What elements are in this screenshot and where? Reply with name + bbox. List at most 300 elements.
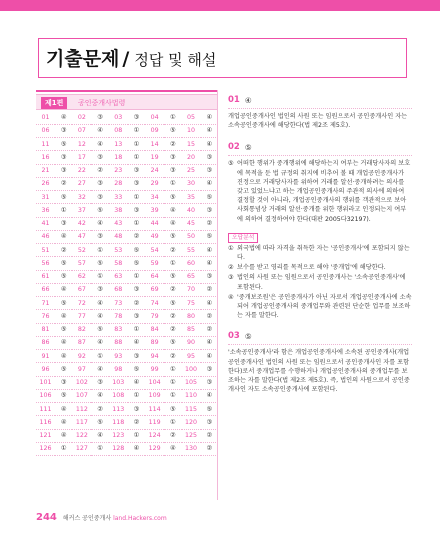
q02-item [228, 293, 412, 321]
page-number: 244 [36, 512, 57, 523]
answer-row [36, 416, 218, 429]
question-number: 28 [109, 177, 128, 190]
question-number: 72 [72, 297, 91, 310]
q01-text: 개업공인중개사인 법인의 사원 또는 임원으로서 공인중개사인 자는 소속공인중개사에 해당한다(법 제2조 제5호). [228, 113, 408, 130]
question-number: 15 [182, 138, 201, 151]
answer-choice: ① [91, 350, 108, 363]
answer-choice: ② [128, 416, 145, 429]
q02-item [228, 273, 412, 291]
question-number: 94 [145, 350, 164, 363]
question-number: 16 [36, 151, 55, 164]
column-divider [217, 90, 218, 500]
answer-table-top-rule [36, 90, 218, 92]
answer-choice: ① [164, 416, 181, 429]
answer-row [36, 244, 218, 257]
question-number: 67 [72, 283, 91, 296]
answer-choice: ② [55, 177, 72, 190]
question-number: 35 [182, 191, 201, 204]
question-number: 65 [182, 270, 201, 283]
answer-choice: ③ [55, 164, 72, 177]
question-number: 37 [72, 204, 91, 217]
answer-choice: ④ [201, 350, 218, 363]
answer-choice: ⑤ [55, 363, 72, 376]
answer-choice: ③ [128, 283, 145, 296]
answer-choice: ① [164, 363, 181, 376]
question-number: 109 [145, 389, 164, 402]
answer-choice: ② [91, 164, 108, 177]
answer-choice: ④ [201, 124, 218, 137]
answer-choice: ④ [91, 389, 108, 402]
site-url: land.Hackers.com [113, 515, 167, 522]
question-number: 58 [109, 257, 128, 270]
q02-wrong-items [228, 244, 412, 321]
answer-choice: ④ [91, 217, 108, 230]
answer-choice: ① [128, 429, 145, 442]
question-number: 122 [72, 429, 91, 442]
q01-header: 01 ④ [228, 95, 252, 105]
answer-choice: ④ [164, 217, 181, 230]
question-number: 74 [145, 297, 164, 310]
answer-choice: ⑤ [164, 230, 181, 243]
question-number: 25 [182, 164, 201, 177]
question-number: 56 [36, 257, 55, 270]
question-number: 62 [72, 270, 91, 283]
answer-row [36, 191, 218, 204]
item-number: ④ [228, 293, 234, 301]
answer-choice: ② [164, 429, 181, 442]
question-number: 108 [109, 389, 128, 402]
question-number: 04 [145, 111, 164, 124]
answer-choice: ④ [128, 336, 145, 349]
answer-choice: ⑤ [201, 403, 218, 416]
answer-choice: ⑤ [128, 363, 145, 376]
question-number: 48 [109, 230, 128, 243]
answer-choice: ③ [91, 230, 108, 243]
answer-choice: ② [201, 217, 218, 230]
answer-choice: ② [91, 403, 108, 416]
answer-choice: ④ [128, 442, 145, 455]
answer-choice: ⑤ [201, 230, 218, 243]
question-number: 86 [36, 336, 55, 349]
chapter-header [36, 94, 218, 110]
answer-choice: ⑤ [164, 270, 181, 283]
question-number: 07 [72, 124, 91, 137]
item-text: 법인의 사원 또는 임원으로서 공인중개사는 '소속공인중개사'에 포함된다. [237, 274, 406, 291]
answer-row [36, 217, 218, 230]
question-number: 03 [109, 111, 128, 124]
question-number: 84 [145, 323, 164, 336]
answer-row [36, 310, 218, 323]
question-number: 31 [36, 191, 55, 204]
answer-row [36, 350, 218, 363]
question-number: 05 [182, 111, 201, 124]
answer-choice: ③ [128, 350, 145, 363]
question-number: 66 [36, 283, 55, 296]
answer-choice: ① [128, 138, 145, 151]
question-number: 125 [182, 429, 201, 442]
question-number: 24 [145, 164, 164, 177]
answer-choice: ⑤ [201, 191, 218, 204]
question-number: 41 [36, 217, 55, 230]
explanations [228, 95, 412, 394]
question-number: 113 [109, 403, 128, 416]
answer-choice: ④ [55, 350, 72, 363]
answer-choice: ④ [201, 257, 218, 270]
question-number: 26 [36, 177, 55, 190]
answer-choice: ④ [55, 111, 72, 124]
answer-choice: ⑤ [128, 244, 145, 257]
question-number: 95 [182, 350, 201, 363]
item-text: 외국법에 따라 자격을 취득한 자는 '공인중개사'에 포함되지 않는다. [237, 244, 410, 262]
question-number: 112 [72, 403, 91, 416]
answer-choice: ① [128, 151, 145, 164]
question-number: 105 [182, 376, 201, 389]
question-number: 46 [36, 230, 55, 243]
answer-choice: ④ [201, 336, 218, 349]
answer-choice: ② [201, 442, 218, 455]
answer-row [36, 403, 218, 416]
question-number: 30 [182, 177, 201, 190]
answer-choice: ② [164, 350, 181, 363]
question-number: 77 [72, 310, 91, 323]
question-number: 87 [72, 336, 91, 349]
question-number: 13 [109, 138, 128, 151]
q01-rule [228, 108, 412, 109]
question-number: 121 [36, 429, 55, 442]
answer-choice: ④ [91, 138, 108, 151]
question-number: 40 [182, 204, 201, 217]
question-number: 89 [145, 336, 164, 349]
question-number: 82 [72, 323, 91, 336]
question-number: 97 [72, 363, 91, 376]
question-number: 27 [72, 177, 91, 190]
answer-choice: ④ [201, 138, 218, 151]
answer-choice: ③ [91, 177, 108, 190]
answer-choice: ④ [91, 429, 108, 442]
q03-text: '소속공인중개사'라 함은 개업공인중개사에 소속된 공인중개사(개업공인중개사인 법인의 사원 또는 임원으로서 공인중개사인 자를 포함한다)로서 중개업무를 수행하거나 개업공인중개사의 중개업무를 보조하는 자를 말한다(법 제2조 제5호). 즉, 법인의 사원으로서 공인중개사인 자도 소속공인중개사에 포함된다. [228, 349, 410, 394]
answer-choice: ④ [91, 124, 108, 137]
question-number: 11 [36, 138, 55, 151]
answer-choice: ① [128, 124, 145, 137]
answer-choice: ③ [201, 270, 218, 283]
question-number: 68 [109, 283, 128, 296]
question-number: 101 [36, 376, 55, 389]
answer-choice: ③ [91, 376, 108, 389]
answer-choice: ④ [91, 297, 108, 310]
answer-choice: ⑤ [55, 191, 72, 204]
question-number: 36 [36, 204, 55, 217]
question-number: 60 [182, 257, 201, 270]
question-number: 130 [182, 442, 201, 455]
answer-choice: ① [164, 111, 181, 124]
answer-choice: ① [128, 323, 145, 336]
answer-choice: ① [128, 270, 145, 283]
top-accent-bar [0, 0, 440, 11]
answer-choice: ⑤ [164, 191, 181, 204]
question-number: 09 [145, 124, 164, 137]
question-number: 126 [36, 442, 55, 455]
answer-choice: ③ [55, 376, 72, 389]
question-number: 08 [109, 124, 128, 137]
answer-choice: ④ [201, 244, 218, 257]
answer-choice: ① [164, 376, 181, 389]
question-number: 107 [72, 389, 91, 402]
question-number: 111 [36, 403, 55, 416]
q03-rule [228, 344, 412, 345]
question-number: 23 [109, 164, 128, 177]
wrong-answer-tag: 오답분석 [228, 233, 258, 243]
answer-choice: ⑤ [55, 257, 72, 270]
answer-choice: ④ [55, 403, 72, 416]
answer-row [36, 389, 218, 402]
answer-choice: ④ [201, 297, 218, 310]
question-number: 06 [36, 124, 55, 137]
chapter-name: 공인중개사법령 [78, 99, 126, 107]
answer-choice: ④ [55, 336, 72, 349]
question-number: 43 [109, 217, 128, 230]
question-number: 92 [72, 350, 91, 363]
question-number: 44 [145, 217, 164, 230]
question-number: 119 [145, 416, 164, 429]
answer-choice: ② [201, 283, 218, 296]
question-number: 116 [36, 416, 55, 429]
answer-choice: ③ [201, 164, 218, 177]
q01-answer: ④ [244, 95, 252, 105]
answer-choice: ① [55, 442, 72, 455]
question-number: 96 [36, 363, 55, 376]
answer-choice: ⑤ [164, 403, 181, 416]
question-number: 10 [182, 124, 201, 137]
answer-choice: ③ [128, 177, 145, 190]
question-number: 70 [182, 283, 201, 296]
answer-choice: ③ [128, 403, 145, 416]
answer-choice: ④ [55, 416, 72, 429]
question-number: 104 [145, 376, 164, 389]
answer-choice: ③ [128, 204, 145, 217]
answer-choice: ③ [91, 111, 108, 124]
answer-choice: ⑤ [164, 336, 181, 349]
item-number: ② [228, 264, 234, 272]
question-number: 59 [145, 257, 164, 270]
question-number: 127 [72, 442, 91, 455]
question-number: 63 [109, 270, 128, 283]
question-number: 69 [145, 283, 164, 296]
answer-choice: ⑤ [55, 389, 72, 402]
answer-choice: ③ [201, 151, 218, 164]
answer-choice: ② [164, 323, 181, 336]
answer-choice: ① [128, 389, 145, 402]
answer-choice: ③ [128, 111, 145, 124]
question-number: 79 [145, 310, 164, 323]
question-number: 75 [182, 297, 201, 310]
answer-row [36, 257, 218, 270]
answer-choice: ④ [91, 310, 108, 323]
question-number: 99 [145, 363, 164, 376]
answer-choice: ② [201, 323, 218, 336]
q03-header: 03 ⑤ [228, 331, 252, 342]
question-number: 33 [109, 191, 128, 204]
answer-row [36, 151, 218, 164]
answer-choice: ⑤ [55, 270, 72, 283]
question-number: 39 [145, 204, 164, 217]
brand-name: 해커스 공인중개사 [62, 515, 112, 522]
answer-choice: ③ [91, 283, 108, 296]
question-number: 76 [36, 310, 55, 323]
answer-choice: ① [55, 204, 72, 217]
question-number: 53 [109, 244, 128, 257]
question-number: 118 [109, 416, 128, 429]
question-number: 103 [109, 376, 128, 389]
question-number: 110 [182, 389, 201, 402]
answer-choice: ③ [201, 376, 218, 389]
answer-choice: ① [128, 191, 145, 204]
page-title: 기출문제 / 정답 및 해설 [46, 48, 217, 70]
question-number: 50 [182, 230, 201, 243]
answer-choice: ④ [55, 283, 72, 296]
answer-choice: ③ [55, 217, 72, 230]
question-number: 117 [72, 416, 91, 429]
question-number: 114 [145, 403, 164, 416]
q02-header: 02 ⑤ [228, 142, 252, 153]
question-number: 19 [145, 151, 164, 164]
answer-choice: ④ [55, 230, 72, 243]
answer-choice: ③ [55, 151, 72, 164]
answer-choice: ② [164, 138, 181, 151]
chapter-tag: 제1편 [41, 97, 67, 109]
q02-main-item: ⑤ 어떠한 행위가 중개행위에 해당하는지 여부는 거래당사자의 보호에 목적을 둔 법 규정의 취지에 비추어 볼 때 개업공인중개사가 진정으로 거래당사자를 위하여 거래를 알선·중개하려는 의사를 갖고 있었느냐고 하는 개업공인중개사의 주관적 의사에 의하여 결정할 것이 아니라, 개업공인중개사의 행위를 객관적으로 보아 사회통념상 거래의 알선·중개를 위한 행위라고 인정되는지 여부에 의하여 결정하여야 한다(대판 2005다32197). [228, 160, 411, 223]
q03-answer: ⑤ [244, 331, 252, 341]
question-number: 52 [72, 244, 91, 257]
q02-item [228, 244, 412, 262]
question-number: 90 [182, 336, 201, 349]
answer-choice: ① [91, 270, 108, 283]
answer-choice: ② [55, 244, 72, 257]
answer-choice: ④ [201, 177, 218, 190]
question-number: 98 [109, 363, 128, 376]
answer-choice: ③ [201, 416, 218, 429]
question-number: 78 [109, 310, 128, 323]
question-number: 93 [109, 350, 128, 363]
question-number: 02 [72, 111, 91, 124]
question-number: 38 [109, 204, 128, 217]
answer-row [36, 336, 218, 349]
answer-choice: ④ [201, 389, 218, 402]
answer-row [36, 283, 218, 296]
question-number: 34 [145, 191, 164, 204]
answer-row [36, 429, 218, 442]
question-number: 80 [182, 310, 201, 323]
answer-choice: ② [128, 297, 145, 310]
question-number: 17 [72, 151, 91, 164]
answer-choice: ④ [91, 363, 108, 376]
answer-row [36, 111, 218, 124]
answer-choice: ④ [164, 442, 181, 455]
answer-choice: ⑤ [55, 138, 72, 151]
question-number: 61 [36, 270, 55, 283]
question-number: 42 [72, 217, 91, 230]
answer-choice: ④ [55, 429, 72, 442]
answer-choice: ② [164, 244, 181, 257]
answer-row [36, 442, 218, 455]
answer-row [36, 297, 218, 310]
answer-row [36, 177, 218, 190]
q02-answer: ⑤ [244, 142, 252, 152]
question-number: 14 [145, 138, 164, 151]
answer-row [36, 376, 218, 389]
answer-choice: ③ [91, 151, 108, 164]
question-number: 129 [145, 442, 164, 455]
answer-row [36, 270, 218, 283]
answer-choice: ③ [201, 363, 218, 376]
item-number: ③ [228, 274, 234, 282]
answer-row [36, 204, 218, 217]
answer-choice: ③ [201, 204, 218, 217]
answer-row [36, 164, 218, 177]
question-number: 83 [109, 323, 128, 336]
question-number: 22 [72, 164, 91, 177]
question-number: 55 [182, 244, 201, 257]
question-number: 124 [145, 429, 164, 442]
question-number: 91 [36, 350, 55, 363]
answer-choice: ① [164, 389, 181, 402]
question-number: 123 [109, 429, 128, 442]
answer-choice: ⑤ [91, 257, 108, 270]
answer-choice: ④ [201, 111, 218, 124]
answer-choice: ④ [55, 310, 72, 323]
answer-choice: ⑤ [91, 204, 108, 217]
answer-choice: ① [128, 217, 145, 230]
answer-choice: ③ [164, 164, 181, 177]
answer-row [36, 363, 218, 376]
answer-row [36, 323, 218, 336]
answer-choice: ⑤ [55, 297, 72, 310]
question-number: 29 [145, 177, 164, 190]
answer-choice: ⑤ [128, 257, 145, 270]
q02-item [228, 263, 412, 272]
question-number: 88 [109, 336, 128, 349]
answer-choice: ① [164, 257, 181, 270]
item-text: '중개보조원'은 공인중개사가 아닌 자로서 개업공인중개사에 소속되어 개업공인중개사의 중개업무와 관련된 단순한 업무를 보조하는 자를 말한다. [237, 293, 412, 320]
question-number: 73 [109, 297, 128, 310]
answer-choice: ② [201, 310, 218, 323]
question-number: 32 [72, 191, 91, 204]
answer-choice: ④ [128, 376, 145, 389]
question-number: 45 [182, 217, 201, 230]
answer-choice: ② [201, 429, 218, 442]
question-number: 54 [145, 244, 164, 257]
answer-choice: ③ [55, 124, 72, 137]
question-number: 71 [36, 297, 55, 310]
answer-choice: ② [164, 310, 181, 323]
answer-choice: ① [91, 442, 108, 455]
answer-choice: ① [91, 244, 108, 257]
answer-choice: ④ [164, 204, 181, 217]
item-text: 보수를 받고 영리를 목적으로 해야 '중개업'에 해당한다. [237, 264, 386, 272]
question-number: 115 [182, 403, 201, 416]
question-number: 12 [72, 138, 91, 151]
answer-row [36, 138, 218, 151]
question-number: 128 [109, 442, 128, 455]
answer-choice: ⑤ [55, 323, 72, 336]
question-number: 106 [36, 389, 55, 402]
question-number: 20 [182, 151, 201, 164]
question-number: 64 [145, 270, 164, 283]
question-number: 120 [182, 416, 201, 429]
q02-rule [228, 155, 412, 156]
question-number: 51 [36, 244, 55, 257]
answer-choice: ③ [91, 191, 108, 204]
answer-row [36, 124, 218, 137]
